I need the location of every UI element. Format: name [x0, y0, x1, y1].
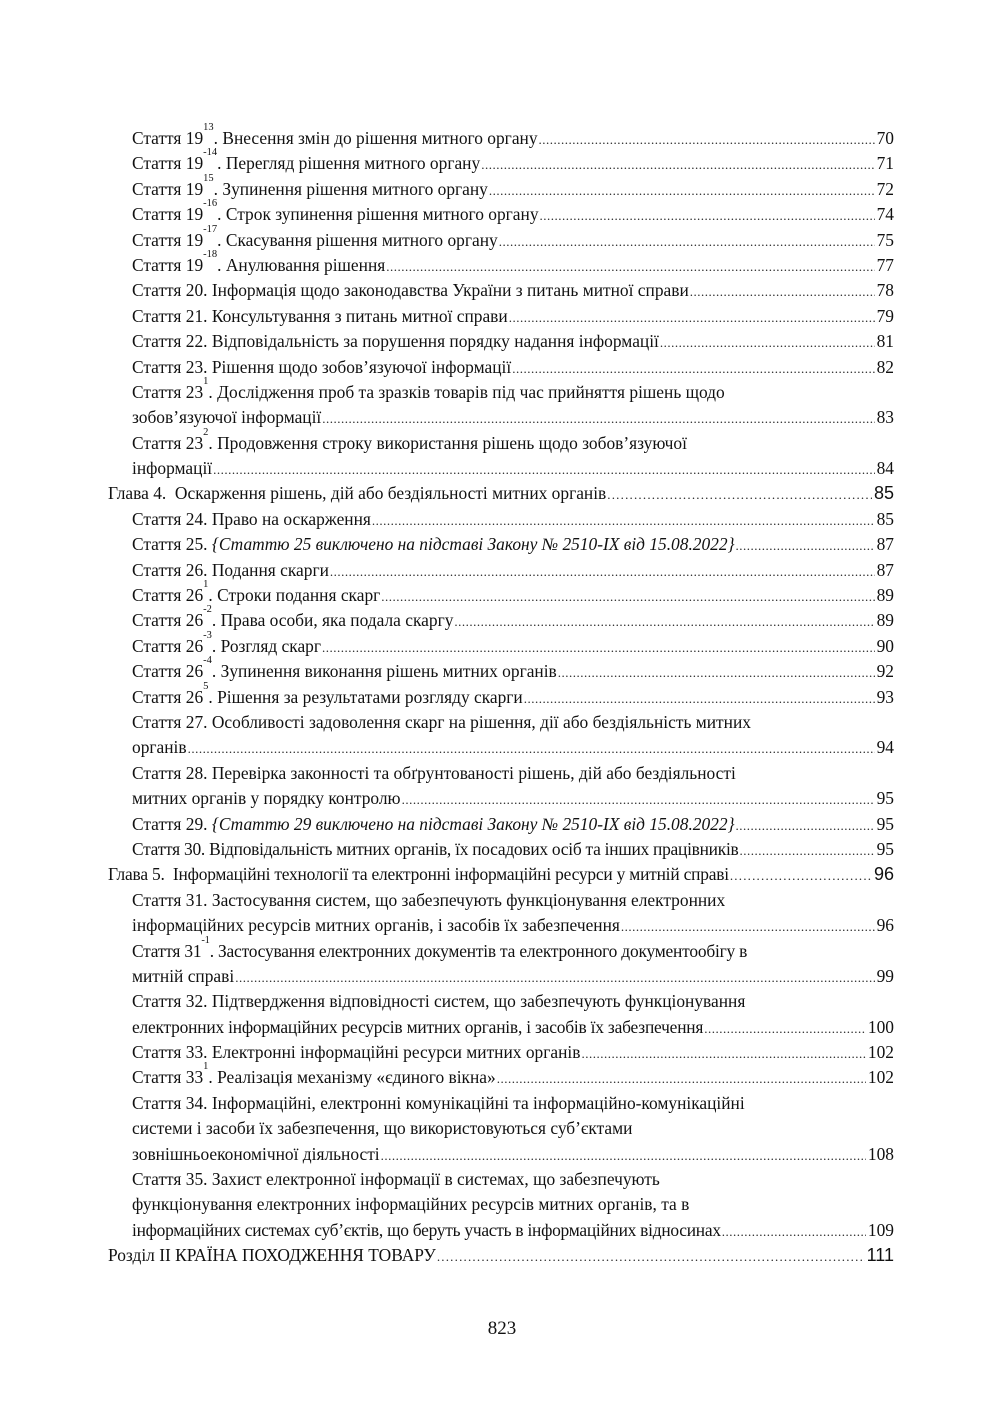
toc-chapter[interactable]: Глава 5. Інформаційні технології та електронні інформаційні ресурси у митній справі ..... 96 — [108, 862, 894, 887]
page-ref: 108 — [867, 1143, 894, 1164]
toc-section[interactable]: Розділ II КРАЇНА ПОХОДЖЕННЯ ТОВАРУ ..... 111 — [108, 1243, 894, 1268]
page-ref: 102 — [867, 1067, 894, 1088]
toc-entry[interactable]: Стаття 21. Консультування з питань митної справи ..... 79 — [108, 304, 894, 329]
page-ref: 89 — [876, 610, 894, 631]
dot-leader — [454, 609, 874, 634]
toc-entry[interactable]: Стаття 34. Інформаційні, електронні комунікаційні та інформаційно-комунікаційні системи і засоби їх забезпечення, що використовуються суб’єктами зовнішньоекономічної діяльності ..... 108 — [108, 1091, 894, 1167]
dot-leader — [558, 660, 875, 685]
toc-entry[interactable]: Стаття $31^{-1}$. Застосування електронних документів та електронного документообігу в митній справі ..... 99 — [108, 939, 894, 990]
page-ref: 87 — [876, 534, 894, 555]
dot-leader — [539, 127, 875, 152]
table-of-contents — [108, 122, 894, 1269]
page-ref: 85 — [873, 483, 894, 504]
toc-entry[interactable]: Стаття 24. Право на оскарження ..... 85 — [108, 507, 894, 532]
page-ref: 78 — [876, 280, 894, 301]
page-ref: 100 — [867, 1016, 894, 1037]
toc-entry[interactable]: Стаття $26^{-4}$. Зупинення виконання рішень митних органів ..... 92 — [108, 659, 894, 684]
page-number: 823 — [487, 1318, 517, 1339]
dot-leader — [381, 1143, 866, 1168]
dot-leader — [704, 1016, 866, 1041]
page-ref: 79 — [876, 305, 894, 326]
dot-leader — [322, 406, 874, 431]
toc-entry[interactable]: Стаття $19^{13}$. Внесення змін до рішення митного органу ..... 70 — [108, 126, 894, 151]
toc-entry[interactable]: Стаття 27. Особливості задоволення скарг на рішення, дії або бездіяльність митних органів ..... 94 — [108, 710, 894, 761]
toc-entry[interactable]: Стаття $19^{-16}$. Строк зупинення рішення митного органу ..... 74 — [108, 202, 894, 227]
dot-leader — [489, 178, 875, 203]
page-ref: 109 — [867, 1219, 894, 1240]
page-ref: 95 — [876, 813, 894, 834]
page-ref: 93 — [876, 686, 894, 707]
toc-entry[interactable]: Стаття $23^2$. Продовження строку використання рішень щодо зобов’язуючої інформації ..... 84 — [108, 431, 894, 482]
dot-leader — [322, 635, 875, 660]
page-ref: 87 — [876, 559, 894, 580]
page-ref: 89 — [876, 585, 894, 606]
dot-leader — [235, 965, 874, 990]
dot-leader — [188, 736, 875, 761]
page-ref: 82 — [876, 356, 894, 377]
toc-entry[interactable]: Стаття 33. Електронні інформаційні ресурси митних органів ..... 102 — [108, 1040, 894, 1065]
dot-leader — [690, 279, 875, 304]
dot-leader — [213, 457, 875, 482]
page-ref: 70 — [876, 128, 894, 148]
page-ref: 96 — [876, 915, 894, 936]
toc-chapter[interactable]: Глава 4. Оскарження рішень, дій або бездіяльності митних органів ..... 85 — [108, 481, 894, 506]
toc-entry[interactable]: Стаття 28. Перевірка законності та обґрунтованості рішень, дій або бездіяльності митних органів у порядку контролю ..... 95 — [108, 761, 894, 812]
page-ref: 111 — [866, 1245, 894, 1266]
page-ref: 102 — [867, 1042, 894, 1063]
page-ref: 81 — [876, 331, 894, 352]
toc-entry[interactable]: Стаття 30. Відповідальність митних органів, їх посадових осіб та інших працівників ..... 95 — [108, 837, 894, 862]
page-ref: 92 — [876, 661, 894, 682]
toc-entry[interactable]: Стаття 25. {Статтю 25 виключено на підставі Закону № 2510-IX від 15.08.2022} ..... 87 — [108, 532, 894, 557]
page-ref: 72 — [876, 178, 894, 199]
page-ref: 95 — [876, 788, 894, 809]
page-ref: 75 — [876, 229, 894, 250]
dot-leader — [660, 330, 875, 355]
toc-entry[interactable]: Стаття 23. Рішення щодо зобов’язуючої інформації ..... 82 — [108, 355, 894, 380]
toc-entry[interactable]: Стаття $26^{-2}$. Права особи, яка подала скаргу ..... 89 — [108, 608, 894, 633]
page-ref: 99 — [876, 965, 894, 986]
dot-leader — [524, 686, 875, 711]
toc-entry[interactable]: Стаття $26^1$. Строки подання скарг ..... 89 — [108, 583, 894, 608]
toc-entry[interactable]: Стаття $26^5$. Рішення за результатами розгляду скарги ..... 93 — [108, 685, 894, 710]
toc-entry[interactable]: Стаття 35. Захист електронної інформації в системах, що забезпечують функціонування електронних інформаційних ресурсів митних органів, та в інформаційних системах суб’єктів, що беруть участь в інформаційних відносинах ..... 109 — [108, 1167, 894, 1243]
page-ref: 84 — [876, 458, 894, 479]
toc-entry[interactable]: Стаття $19^{15}$. Зупинення рішення митного органу ..... 72 — [108, 177, 894, 202]
page-ref: 85 — [876, 508, 894, 529]
toc-entry[interactable]: Стаття 22. Відповідальність за порушення порядку надання інформації ..... 81 — [108, 329, 894, 354]
dot-leader — [581, 1041, 865, 1066]
toc-entry[interactable]: Стаття $19^{-17}$. Скасування рішення митного органу ..... 75 — [108, 228, 894, 253]
page-ref: 71 — [876, 153, 894, 174]
dot-leader — [372, 508, 875, 533]
dot-leader — [736, 533, 875, 558]
toc-entry[interactable]: Стаття $33^1$. Реалізація механізму «єдиного вікна» ..... 102 — [108, 1065, 894, 1090]
dot-leader — [402, 787, 875, 812]
toc-entry[interactable]: Стаття 29. {Статтю 29 виключено на підставі Закону № 2510-IX від 15.08.2022} ..... 95 — [108, 812, 894, 837]
dot-leader — [736, 813, 875, 838]
page-ref: 90 — [876, 635, 894, 656]
dot-leader — [499, 229, 875, 254]
toc-entry[interactable]: Стаття 26. Подання скарги ..... 87 — [108, 558, 894, 583]
page-ref: 95 — [876, 838, 894, 859]
dot-leader — [437, 1244, 865, 1269]
dot-leader — [540, 203, 875, 228]
toc-entry[interactable]: Стаття $19^{-18}$. Анулювання рішення ..... 77 — [108, 253, 894, 278]
dot-leader — [722, 1219, 866, 1244]
toc-entry[interactable]: Стаття 20. Інформація щодо законодавства України з питань митної справи ..... 78 — [108, 278, 894, 303]
page-ref: 96 — [873, 864, 894, 885]
page-ref: 74 — [876, 204, 894, 225]
page-ref: 77 — [876, 254, 894, 275]
dot-leader — [481, 152, 874, 177]
dot-leader — [607, 482, 872, 507]
dot-leader — [381, 584, 874, 609]
toc-entry[interactable]: Стаття $23^1$. Дослідження проб та зразків товарів під час прийняття рішень щодо зобов’язуючої інформації ..... 83 — [108, 380, 894, 431]
dot-leader — [621, 914, 875, 939]
toc-entry[interactable]: Стаття $19^{-14}$. Перегляд рішення митного органу ..... 71 — [108, 151, 894, 176]
toc-entry[interactable]: Стаття $26^{-3}$. Розгляд скарг ..... 90 — [108, 634, 894, 659]
page-ref: 83 — [876, 407, 894, 428]
dot-leader — [386, 254, 874, 279]
page-ref: 94 — [876, 737, 894, 758]
dot-leader — [509, 305, 875, 330]
toc-entry[interactable]: Стаття 31. Застосування систем, що забезпечують функціонування електронних інформаційних ресурсів митних органів, і засобів їх забезпечення ..... 96 — [108, 888, 894, 939]
dot-leader — [730, 863, 872, 888]
dot-leader — [497, 1066, 866, 1091]
dot-leader — [330, 559, 875, 584]
dot-leader — [512, 356, 874, 381]
dot-leader — [740, 838, 875, 863]
toc-entry[interactable]: Стаття 32. Підтвердження відповідності систем, що забезпечують функціонування електронних інформаційних ресурсів митних органів, і засобів їх забезпечення ..... 100 — [108, 989, 894, 1040]
